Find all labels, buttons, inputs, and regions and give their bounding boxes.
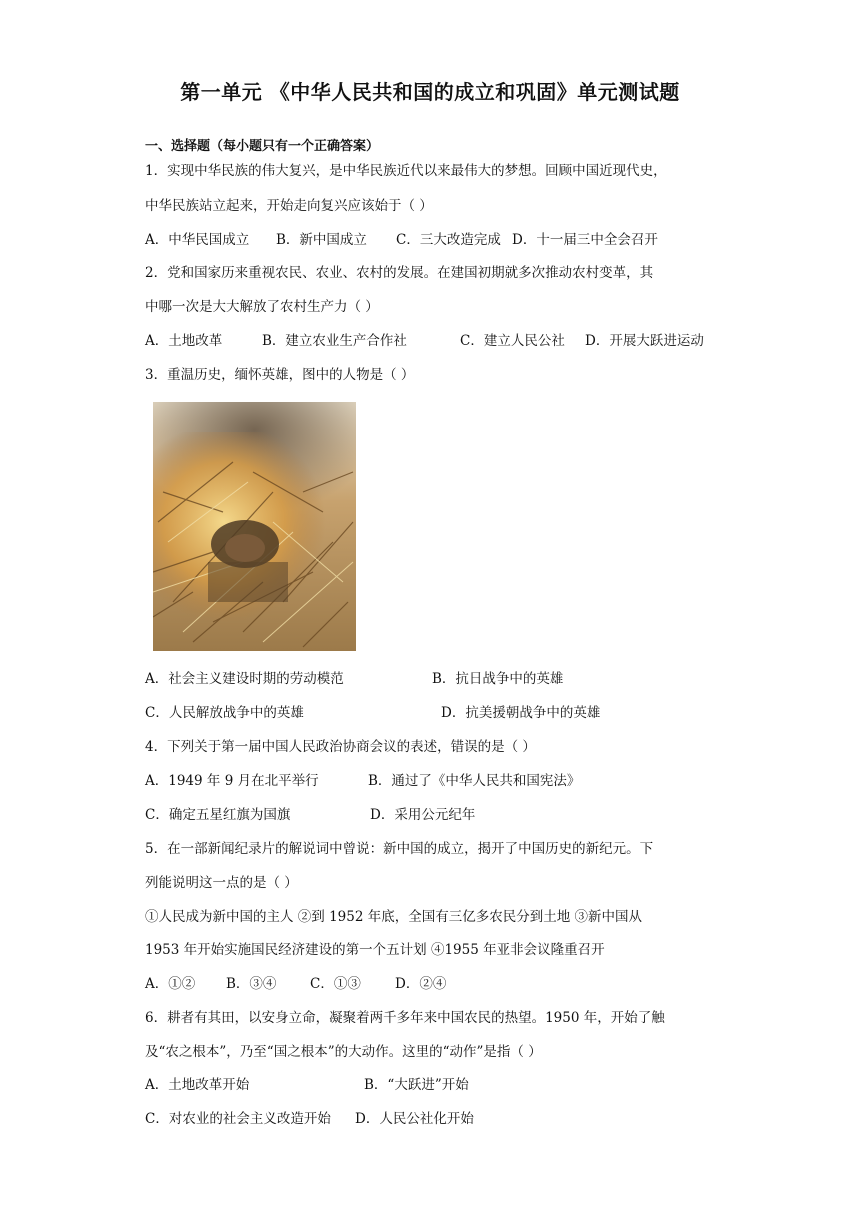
question-3-line-1: 3．重温历史，缅怀英雄，图中的人物是（ ） [145, 367, 415, 383]
question-2-option-b: B．建立农业生产合作社 [262, 333, 407, 349]
question-2-line-2: 中哪一次是大大解放了农村生产力（ ） [145, 299, 379, 315]
question-6-option-d: D．人民公社化开始 [355, 1111, 474, 1127]
section-heading: 一、选择题（每小题只有一个正确答案） [145, 139, 380, 154]
page-title: 第一单元 《中华人民共和国的成立和巩固》单元测试题 [180, 80, 680, 104]
question-6-line-2: 及“农之根本”，乃至“国之根本”的大动作。这里的“动作”是指（ ） [145, 1044, 542, 1060]
question-6-line-1: 6．耕者有其田，以安身立命，凝聚着两千多年来中国农民的热望。1950 年，开始了触 [145, 1010, 665, 1026]
question-4-option-b: B．通过了《中华人民共和国宪法》 [368, 773, 581, 789]
question-3-option-d: D．抗美援朝战争中的英雄 [441, 705, 601, 721]
question-5-option-c: C．①③ [310, 976, 361, 992]
question-1-line-1: 1．实现中华民族的伟大复兴，是中华民族近代以来最伟大的梦想。回顾中国近现代史， [145, 163, 667, 179]
question-6-option-c: C．对农业的社会主义改造开始 [145, 1111, 331, 1127]
question-2-option-c: C．建立人民公社 [460, 333, 565, 349]
question-5-line-4: 1953 年开始实施国民经济建设的第一个五计划 ④1955 年亚非会议隆重召开 [145, 942, 605, 958]
question-3-option-c: C．人民解放战争中的英雄 [145, 705, 304, 721]
question-1-option-b: B．新中国成立 [276, 232, 367, 248]
question-4-option-a: A．1949 年 9 月在北平举行 [145, 773, 319, 789]
question-5-line-2: 列能说明这一点的是（ ） [145, 875, 298, 891]
question-2-line-1: 2．党和国家历来重视农民、农业、农村的发展。在建国初期就多次推动农村变革，其 [145, 265, 654, 281]
question-4-option-c: C．确定五星红旗为国旗 [145, 807, 291, 823]
question-5-line-1: 5．在一部新闻纪录片的解说词中曾说：新中国的成立，揭开了中国历史的新纪元。下 [145, 841, 654, 857]
question-1-option-a: A．中华民国成立 [145, 232, 250, 248]
question-4-option-d: D．采用公元纪年 [370, 807, 476, 823]
hero-painting-image [153, 402, 356, 651]
question-2-option-d: D．开展大跃进运动 [585, 333, 704, 349]
question-3-option-a: A．社会主义建设时期的劳动模范 [145, 671, 344, 687]
question-6-option-a: A．土地改革开始 [145, 1077, 250, 1093]
question-6-option-b: B．“大跃进”开始 [364, 1077, 469, 1093]
painting-illustration [153, 402, 356, 651]
question-1-line-2: 中华民族站立起来，开始走向复兴应该始于（ ） [145, 198, 433, 214]
question-1-option-c: C．三大改造完成 [396, 232, 501, 248]
question-3-option-b: B．抗日战争中的英雄 [432, 671, 564, 687]
question-5-line-3: ①人民成为新中国的主人 ②到 1952 年底，全国有三亿多农民分到土地 ③新中国从 [145, 909, 643, 925]
question-2-option-a: A．土地改革 [145, 333, 223, 349]
question-5-option-b: B．③④ [226, 976, 277, 992]
question-5-option-d: D．②④ [395, 976, 447, 992]
question-4-line-1: 4．下列关于第一届中国人民政治协商会议的表述，错误的是（ ） [145, 739, 536, 755]
question-5-option-a: A．①② [145, 976, 196, 992]
question-1-option-d: D．十一届三中全会召开 [512, 232, 658, 248]
